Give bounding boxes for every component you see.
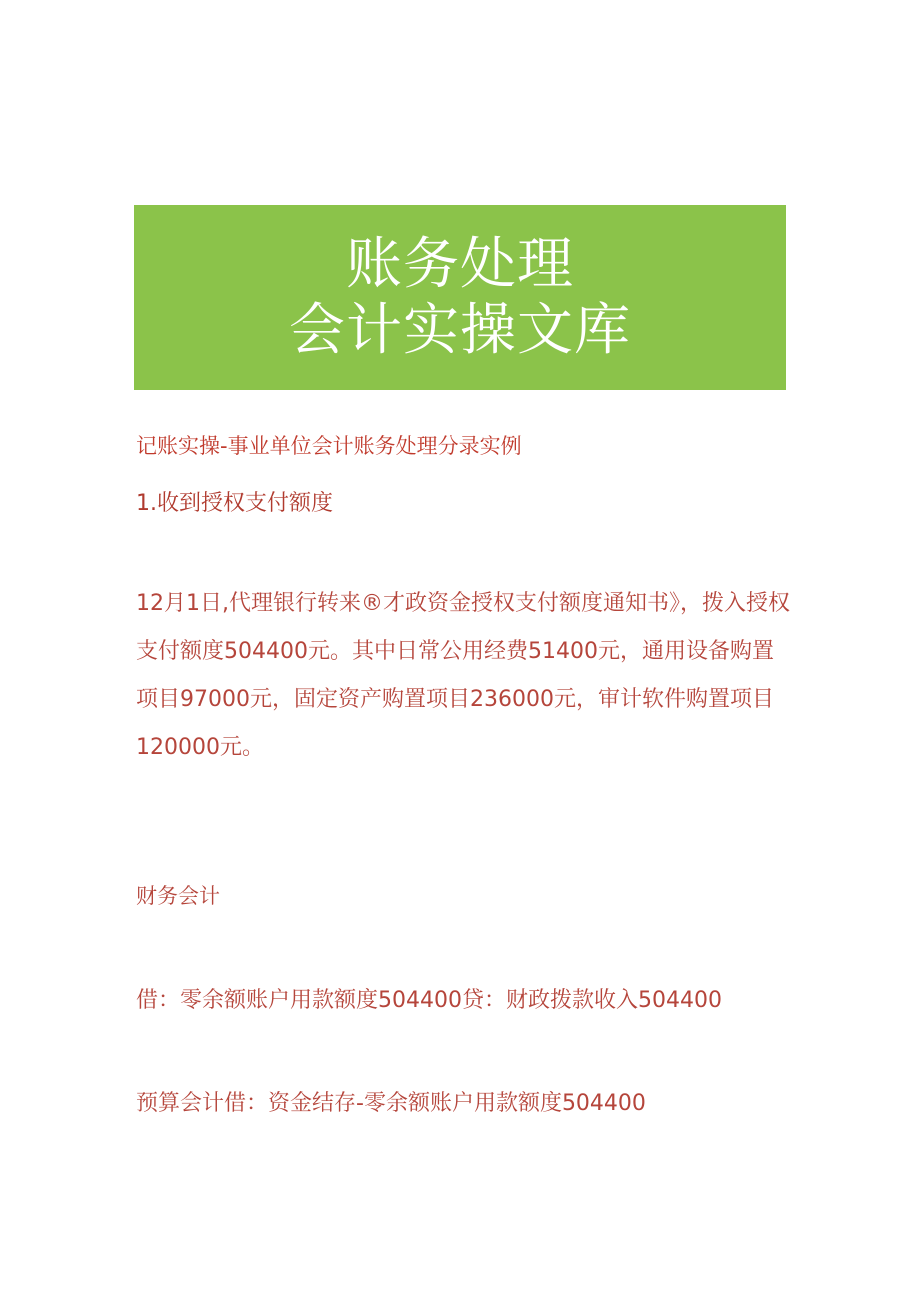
paragraph-line: 项目97000元，固定资产购置项目236000元，审计软件购置项目 xyxy=(136,687,774,712)
banner-title-line-1: 账务处理 xyxy=(346,231,574,297)
paragraph-line: 支付额度504400元。其中日常公用经费51400元，通用设备购置 xyxy=(136,639,774,664)
paragraph-line: 120000元。 xyxy=(136,735,264,760)
header-banner xyxy=(134,205,786,390)
transaction-description xyxy=(136,580,790,772)
section-title: 1.收到授权支付额度 xyxy=(136,491,333,516)
financial-entry: 借：零余额账户用款额度504400贷：财政拨款收入504400 xyxy=(136,988,722,1013)
budget-entry: 预算会计借：资金结存-零余额账户用款额度504400 xyxy=(136,1091,646,1116)
banner-title-line-2: 会计实操文库 xyxy=(289,297,631,363)
financial-accounting-heading: 财务会计 xyxy=(136,884,220,908)
document-title: 记账实操-事业单位会计账务处理分录实例 xyxy=(136,434,522,458)
paragraph-line: 12月1日,代理银行转来®才政资金授权支付额度通知书》，拨入授权 xyxy=(136,591,790,616)
